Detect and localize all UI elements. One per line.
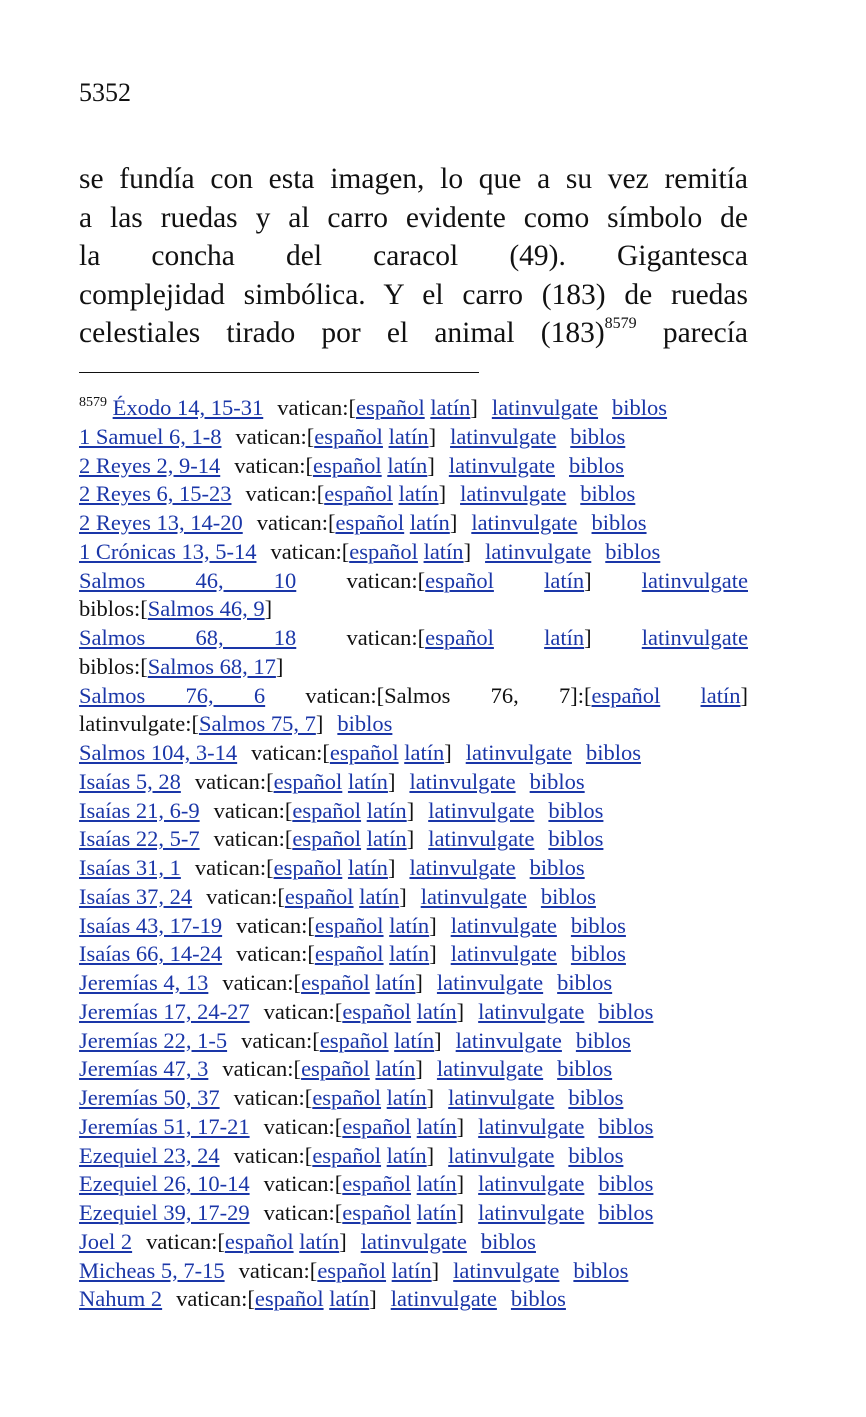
latin-link[interactable]: latín [416,1200,457,1225]
footnote-line [79,940,748,969]
latinvulgate-link[interactable]: latinvulgate [478,1171,585,1197]
vatican-label: vatican:[ [256,510,336,535]
latinvulgate-link[interactable]: latinvulgate [390,1286,497,1312]
bracket: ] [431,1257,440,1283]
vatican-label: vatican:[ [194,768,274,794]
biblos-link[interactable]: biblos [337,711,393,737]
scripture-ref-link[interactable]: Ezequiel 26, 10-14 [79,1171,250,1197]
biblos-link[interactable]: biblos [605,538,661,564]
scripture-ref-link[interactable]: Isaías 37, 24 [79,883,193,909]
bracket: ] [275,653,284,679]
biblos-link[interactable]: biblos [575,1027,631,1053]
espanol-link[interactable]: español [284,883,354,909]
biblos-link[interactable]: biblos [510,1286,566,1312]
espanol-link[interactable]: español [335,510,405,535]
espanol-link[interactable]: español [319,1027,389,1053]
biblos-link[interactable]: biblos [569,452,625,478]
footnote-line [79,883,748,912]
latinvulgate-link[interactable]: latinvulgate [460,481,567,507]
espanol-link[interactable]: español [314,912,384,938]
footnote-line [79,1170,748,1199]
footnote-divider [79,372,479,373]
biblos-link[interactable]: biblos [557,1056,613,1082]
footnote-line [79,1027,748,1056]
scripture-ref-link[interactable]: Isaías 66, 14-24 [79,941,223,967]
bracket: ] [369,1286,377,1312]
footnote-line [79,969,748,998]
vatican-label: vatican:[ [251,740,330,765]
footnote-line [79,1113,748,1142]
biblos-ref-link[interactable]: Salmos 68, 17 [147,653,276,679]
footnote-line [79,1199,748,1228]
espanol-link[interactable]: español [312,452,382,478]
vatican-label: vatican:[ [146,1228,225,1254]
espanol-link[interactable]: español [312,1142,382,1168]
body-text [79,160,748,353]
bracket: ] [456,1200,465,1225]
latin-link[interactable]: latín [404,740,445,765]
scripture-ref-link[interactable]: Isaías 43, 17-19 [79,912,223,938]
scripture-ref-link[interactable]: Salmos 68, 18 [79,625,297,650]
latin-link[interactable]: latín [544,567,585,593]
footnote-line [79,452,748,481]
scripture-ref-link[interactable]: 1 Samuel 6, 1-8 [79,423,222,449]
footnote-line [79,509,748,538]
footnote-number: 8579 [79,395,107,410]
latin-link[interactable]: latín [375,970,416,995]
biblos-link[interactable]: biblos [557,970,613,995]
vatican-label: vatican:[ [236,941,315,967]
footnote-line [79,682,748,711]
latin-link[interactable]: latín [416,1113,457,1139]
bracket: ] [444,740,452,765]
latin-link[interactable]: latín [398,481,439,507]
vatican-ref: Salmos 76, 7 [384,682,571,708]
latin-link[interactable]: latín [423,538,464,564]
latinvulgate-link[interactable]: latinvulgate [478,1113,585,1139]
espanol-link[interactable]: español [292,797,362,823]
footnote-line [79,538,748,567]
bracket: ] [415,970,423,995]
vatican-label: vatican:[ [234,452,313,478]
vatican-label: vatican:[ [263,1171,343,1197]
espanol-link[interactable]: español [425,625,494,650]
latinvulgate-link[interactable]: latinvulgate [436,970,544,995]
latin-link[interactable]: latín [544,625,585,650]
scripture-ref-link[interactable]: 2 Reyes 13, 14-20 [79,510,243,535]
vatican-label: vatican:[ [263,1200,343,1225]
latin-link[interactable]: latín [387,452,428,478]
biblos-link[interactable]: biblos [570,912,626,938]
biblos-link[interactable]: biblos [568,1142,624,1168]
bracket: ] [584,567,592,593]
vatican-label: vatican:[ [222,1056,302,1082]
bracket: ] [438,481,447,507]
scripture-ref-link[interactable]: Jeremías 47, 3 [79,1056,209,1082]
footnote-line [79,998,748,1027]
scripture-ref-link[interactable]: Isaías 22, 5-7 [79,826,200,852]
biblos-link[interactable]: biblos [529,855,585,880]
biblos-link[interactable]: biblos [568,1085,624,1110]
espanol-link[interactable]: español [301,970,370,995]
bracket: ] [415,1056,423,1082]
latin-link[interactable]: latín [386,1085,427,1110]
espanol-link[interactable]: español [349,538,418,564]
body-line: se fundía con esta imagen, lo que a su vez remitía [79,163,748,195]
scripture-ref-link[interactable]: Isaías 31, 1 [79,855,181,880]
body-last-word: parecía [662,317,748,349]
bracket: ] [427,452,435,478]
espanol-link[interactable]: español [425,567,494,593]
latin-link[interactable]: latín [366,826,407,852]
latinvulgate-link[interactable]: latinvulgate [448,452,556,478]
latin-link[interactable]: latín [430,395,471,420]
latinvulgate-link[interactable]: latinvulgate [360,1228,467,1254]
espanol-link[interactable]: español [329,740,399,765]
scripture-ref-link[interactable]: Joel 2 [79,1228,133,1254]
latinvulgate-link[interactable]: latinvulgate [409,768,516,794]
bracket: ] [428,423,437,449]
latin-link[interactable]: latín [700,682,741,708]
latinvulgate-label: latinvulgate:[ [79,711,199,737]
biblos-link[interactable]: biblos [570,941,626,967]
espanol-link[interactable]: español [317,1257,387,1283]
footnote-line [79,1228,748,1257]
bracket: ] [429,941,437,967]
footnote-line [79,624,748,653]
scripture-ref-link[interactable]: 2 Reyes 2, 9-14 [79,452,221,478]
vatican-label: vatican:[ [346,625,426,650]
bracket: ] [429,912,437,938]
vatican-label: vatican:[ [277,395,356,420]
latinvulgate-link[interactable]: latinvulgate [485,538,592,564]
espanol-link[interactable]: español [273,768,343,794]
bracket: ] [264,596,273,622]
latinvulgate-link[interactable]: latinvulgate [471,510,578,535]
vatican-label: vatican:[ [176,1286,255,1312]
vatican-label: vatican:[ [213,826,293,852]
bracket: ] [387,768,396,794]
bracket: ] [434,1027,442,1053]
footnote-line [79,653,748,682]
bracket: ] [387,855,396,880]
espanol-link[interactable]: español [314,423,383,449]
biblos-link[interactable]: biblos [612,395,668,420]
biblos-link[interactable]: biblos [540,883,596,909]
biblos-link[interactable]: biblos [570,423,626,449]
biblos-link[interactable]: biblos [548,826,604,852]
footnote-line [79,480,748,509]
scripture-ref-link[interactable]: Nahum 2 [79,1286,163,1312]
bracket: ] [426,1085,435,1110]
body-line: la concha del caracol (49). Gigantesca [79,240,748,272]
espanol-link[interactable]: español [342,998,412,1024]
bracket: ] [399,883,407,909]
espanol-link[interactable]: español [324,481,393,507]
vatican-label: vatican:[ [346,567,426,593]
scripture-ref-link[interactable]: Salmos 76, 6 [79,682,266,708]
scripture-ref-link[interactable]: Isaías 21, 6-9 [79,797,200,823]
footnote-line [79,1142,748,1171]
bracket: ] [740,682,749,708]
scripture-ref-link[interactable]: Micheas 5, 7-15 [79,1257,225,1283]
page-number: 5352 [79,78,131,107]
vatican-label: vatican:[ [263,998,343,1024]
biblos-link[interactable]: biblos [598,1200,654,1225]
bracket: ] [584,625,592,650]
biblos-link[interactable]: biblos [529,768,585,794]
biblos-link[interactable]: biblos [591,510,647,535]
vatican-label: vatican:[ [233,1142,313,1168]
espanol-link[interactable]: español [254,1286,324,1312]
espanol-link[interactable]: español [312,1085,382,1110]
biblos-link[interactable]: biblos [598,998,654,1024]
footnote-line [79,394,748,423]
vatican-label: vatican:[ [270,538,350,564]
scripture-ref-link[interactable]: Ezequiel 39, 17-29 [79,1200,250,1225]
footnote-line [79,912,748,941]
latinvulgate-link[interactable]: latinvulgate [450,912,557,938]
latin-link[interactable]: latín [366,797,407,823]
latinvulgate-link[interactable]: latinvulgate [428,797,535,823]
latin-link[interactable]: latín [347,855,388,880]
footnote-line [79,595,748,624]
latinvulgate-link[interactable]: latinvulgate [436,1056,544,1082]
scripture-ref-link[interactable]: Salmos 46, 10 [79,567,297,593]
espanol-link[interactable]: español [273,855,343,880]
scripture-ref-link[interactable]: Ezequiel 23, 24 [79,1142,220,1168]
footnote-line [79,854,748,883]
bracket: ] [456,1113,465,1139]
vatican-label: vatican:[ [235,423,315,449]
scripture-ref-link[interactable]: Jeremías 50, 37 [79,1085,220,1110]
latin-link[interactable]: latín [299,1228,340,1254]
scripture-ref-link[interactable]: 1 Crónicas 13, 5-14 [79,538,257,564]
biblos-ref-link[interactable]: Salmos 46, 9 [147,596,265,622]
vatican-label: vatican:[ [238,1257,318,1283]
espanol-link[interactable]: español [342,1113,412,1139]
biblos-label: biblos:[ [79,596,148,622]
latinvulgate-link[interactable]: latinvulgate [641,567,748,593]
bracket: ] [456,1171,465,1197]
latinvulgate-link[interactable]: latinvulgate [491,395,599,420]
biblos-link[interactable]: biblos [598,1171,654,1197]
latinvulgate-link[interactable]: latinvulgate [448,1085,555,1110]
biblos-link[interactable]: biblos [548,797,604,823]
footnote-line [79,423,748,452]
latinvulgate-link[interactable]: latinvulgate [409,855,516,880]
latin-link[interactable]: latín [389,912,430,938]
latinvulgate-link[interactable]: latinvulgate [448,1142,555,1168]
biblos-link[interactable]: biblos [573,1257,629,1283]
body-line-last [79,314,748,353]
biblos-link[interactable]: biblos [598,1113,654,1139]
scripture-ref-link[interactable]: Isaías 5, 28 [79,768,181,794]
latin-link[interactable]: latín [386,1142,427,1168]
footnote-line [79,1257,748,1286]
espanol-link[interactable]: español [224,1228,294,1254]
espanol-link[interactable]: español [355,395,425,420]
biblos-link[interactable]: biblos [585,740,641,765]
espanol-link[interactable]: español [292,826,362,852]
latin-link[interactable]: latín [409,510,450,535]
footnote-line [79,768,748,797]
latin-link[interactable]: latín [391,1257,432,1283]
scripture-ref-link[interactable]: Jeremías 4, 13 [79,970,209,995]
bracket: ] [470,395,478,420]
latin-link[interactable]: latín [375,1056,416,1082]
latin-link[interactable]: latín [416,998,457,1024]
bracket: ] [449,510,458,535]
vatican-label: vatican:[ [206,883,285,909]
espanol-link[interactable]: español [342,1200,412,1225]
biblos-link[interactable]: biblos [580,481,636,507]
vatican-label: vatican:[ [245,481,325,507]
vatican-label: vatican:[ [236,912,315,938]
footnote-line [79,1055,748,1084]
scripture-ref-link[interactable]: Jeremías 17, 24-27 [79,998,250,1024]
footnote-line [79,797,748,826]
vatican-label: vatican:[ [263,1113,343,1139]
vatican-label: vatican:[ [222,970,302,995]
footnote-line [79,1084,748,1113]
biblos-link[interactable]: biblos [480,1228,536,1254]
vatican-label: vatican:[ [241,1027,320,1053]
footnote-line [79,567,748,596]
latinvulgate-link[interactable]: latinvulgate [428,826,535,852]
footnote-line [79,739,748,768]
latinvulgate-link[interactable]: latinvulgate [465,740,572,765]
latin-link[interactable]: latín [416,1171,457,1197]
latinvulgate-link[interactable]: latinvulgate [453,1257,560,1283]
latinvulgate-link[interactable]: latinvulgate [478,1200,585,1225]
espanol-link[interactable]: español [301,1056,370,1082]
biblos-label: biblos:[ [79,653,148,679]
bracket: ] [406,826,415,852]
latin-link[interactable]: latín [359,883,400,909]
footnote-reference[interactable]: 8579 [604,315,637,332]
latinvulgate-link[interactable]: latinvulgate [450,423,557,449]
latinvulgate-link[interactable]: latinvulgate [420,883,527,909]
vatican-label: vatican:[ [233,1085,313,1110]
latinvulgate-link[interactable]: latinvulgate [450,941,557,967]
scripture-ref-link[interactable]: Salmos 104, 3-14 [79,740,238,765]
latin-link[interactable]: latín [394,1027,435,1053]
bracket: ] [315,711,324,737]
latin-link[interactable]: latín [329,1286,370,1312]
latinvulgate-link[interactable]: latinvulgate [641,625,748,650]
body-line: complejidad simbólica. Y el carro (183) de ruedas [79,278,748,311]
latin-link[interactable]: latín [389,941,430,967]
espanol-link[interactable]: español [314,941,384,967]
bracket: ] [339,1228,347,1254]
vulgate-ref-link[interactable]: Salmos 75, 7 [198,711,316,737]
bracket: ]:[ [570,682,592,708]
vatican-label: vatican:[ [194,855,274,880]
bracket: ] [463,538,472,564]
latinvulgate-link[interactable]: latinvulgate [455,1027,562,1053]
latin-link[interactable]: latín [347,768,388,794]
body-line: a las ruedas y al carro evidente como símbolo de [79,201,748,234]
footnotes [79,394,748,1314]
vatican-label: vatican:[ [213,797,293,823]
espanol-link[interactable]: español [591,682,661,708]
vatican-label: vatican:[ [305,682,385,708]
footnote-line [79,825,748,854]
bracket: ] [456,998,465,1024]
bracket: ] [406,797,415,823]
bracket: ] [426,1142,435,1168]
body-line-text: celestiales tirado por el animal (183) [79,317,605,349]
scripture-ref-link[interactable]: Jeremías 51, 17-21 [79,1113,250,1139]
scripture-ref-link[interactable]: Éxodo 14, 15-31 [112,395,264,420]
scripture-ref-link[interactable]: Jeremías 22, 1-5 [79,1027,228,1053]
latin-link[interactable]: latín [388,423,429,449]
espanol-link[interactable]: español [342,1171,412,1197]
latinvulgate-link[interactable]: latinvulgate [478,998,585,1024]
scripture-ref-link[interactable]: 2 Reyes 6, 15-23 [79,481,232,507]
footnote-line [79,710,748,739]
footnote-line [79,1285,748,1314]
